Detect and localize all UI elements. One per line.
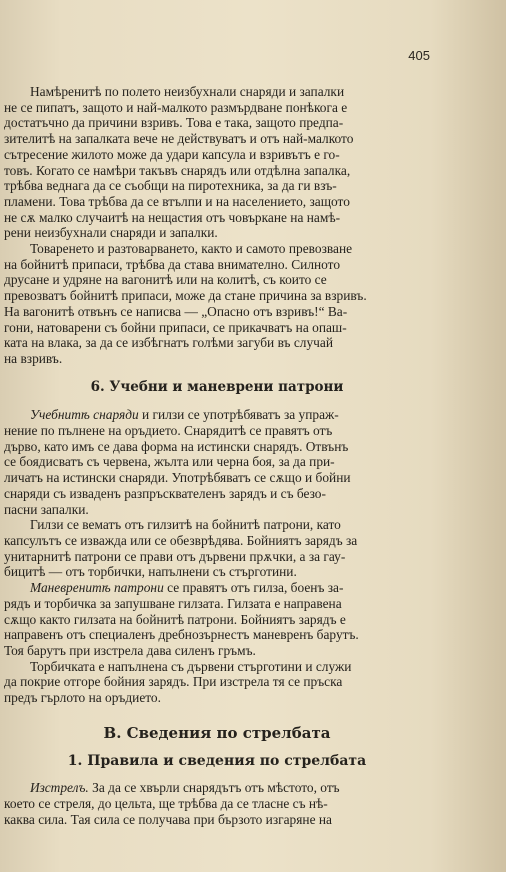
text-line: не се пипатъ, защото и най-малкото размърдване понѣкога е [4,99,348,115]
text-line: нение по пълнене на оръдието. Снарядитѣ се правятъ отъ [4,423,333,439]
text-block-training [4,407,430,705]
paragraph [4,780,430,827]
text-line: на взривъ. [4,350,63,366]
text-line: каква сила. Тая сила се получава при бързото изгаряне на [4,811,332,827]
text-line: трѣбва веднага да се съобщи на пиротехника, за да ги взъ- [4,178,337,194]
text-block-intro [4,84,430,367]
text-line: Маневренитѣ патрони се правятъ отъ гилза, боенъ за- [30,580,344,596]
paragraph [4,407,430,517]
text-line: Изстрелъ. За да се хвърли снарядътъ отъ мѣстото, отъ [30,780,340,796]
heading-firing-section: В. Сведения по стрелбата [103,723,331,742]
paragraph [4,84,430,241]
text-line: гони, натоварени съ бойни припаси, се прикачватъ на опаш- [4,319,347,335]
text-line: предъ гърлото на оръдието. [4,690,161,706]
text-line: друсане и удряне на вагонитѣ или на колитѣ, съ които се [4,272,327,288]
text-line: Товаренето и разтоварването, както и самото превозване [30,241,353,257]
text-line: зителитѣ на запалката вече не действуватъ и отъ най-малкото [4,131,354,147]
text-line: пламени. Това трѣбва да се втълпи и на населението, защото [4,193,350,209]
text-line: Тоя барутъ при изстрела дава силенъ гръмъ. [4,642,256,658]
text-line: което се стреля, до цельта, ще трѣбва да се тласне съ нѣ- [4,795,328,811]
paragraph [4,241,430,367]
text-line: Намѣренитѣ по полето неизбухнали снаряди и запалки [30,84,345,99]
text-line: рени неизбухнали снаряди и запалки. [4,225,218,241]
text-line: рядъ и торбичка за запушване гилзата. Гилзата е направена [4,595,342,611]
text-line: сътресение жилото може да удари капсула и взривътъ е го- [4,146,340,162]
text-line: Гилзи се вематъ отъ гилзитѣ на бойнитѣ патрони, като [30,517,341,533]
text-line: да покрие отгоре бойния зарядъ. При изстрела тя се пръска [4,674,343,690]
text-line: личатъ на истински снаряди. Употрѣбяватъ се сѫщо и бойни [4,470,351,486]
paragraph [4,659,430,706]
text-line: Торбичката е напълнена съ дървени стърготини и служи [30,658,352,674]
text-line: се боядисватъ съ червена, жълта или черна боя, за да при- [4,454,335,470]
text-line: сѫщо както гилзата на бойнитѣ патрони. Бойниятъ зарядъ е [4,611,346,627]
text-line: достатъчно да причини взривъ. Това е така, защото предпа- [4,115,344,131]
text-line: капсулътъ се изважда или се обезврѣдява. Бойниятъ зарядъ за [4,532,358,548]
heading-firing-rules: 1. Правила и сведения по стрелбата [67,753,367,770]
text-line: снаряди съ изваденъ разпръсквателенъ зарядъ и съ безо- [4,485,326,501]
text-line: не сѫ малко случаитѣ на нещастия отъ човъркане на намѣ- [4,209,341,225]
heading-training-rounds: 6. Учебни и маневрени патрони [90,378,344,395]
page-number: 405 [408,48,430,63]
italic-term: Маневренитѣ патрони [30,580,164,596]
text-line: бицитѣ — отъ торбички, напълнени съ стърготини. [4,564,297,580]
text-line: превозватъ бойнитѣ припаси, може да стане причина за взривъ. [4,288,367,304]
paragraph [4,580,430,659]
page-content [4,84,430,827]
text-line: На вагонитѣ отвънъ се написва — „Опасно отъ взривъ!“ Ва- [4,303,348,319]
text-line: пасни запалки. [4,501,89,517]
text-line: на бойнитѣ припаси, трѣбва да става внимателно. Силното [4,256,341,272]
paragraph [4,517,430,580]
text-block-firing [4,780,430,827]
text-line: ката на влака, за да се избѣгнатъ голѣми загуби въ случай [4,335,333,351]
text-line: товъ. Когато се намѣри такъвъ снарядъ или отдѣлна запалка, [4,162,351,178]
text-line: Учебнитѣ снаряди и гилзи се употрѣбяватъ за упраж- [30,407,339,423]
text-line: дърво, като имъ се дава форма на истински снарядъ. Отвънъ [4,438,349,454]
text-line: направенъ отъ специаленъ дребнозърнестъ маневренъ барутъ. [4,627,359,643]
italic-term: Изстрелъ. [30,780,89,796]
text-line: унитарнитѣ патрони се прави отъ дървени прѫчки, а за гау- [4,548,346,564]
italic-term: Учебнитѣ снаряди [30,407,139,423]
